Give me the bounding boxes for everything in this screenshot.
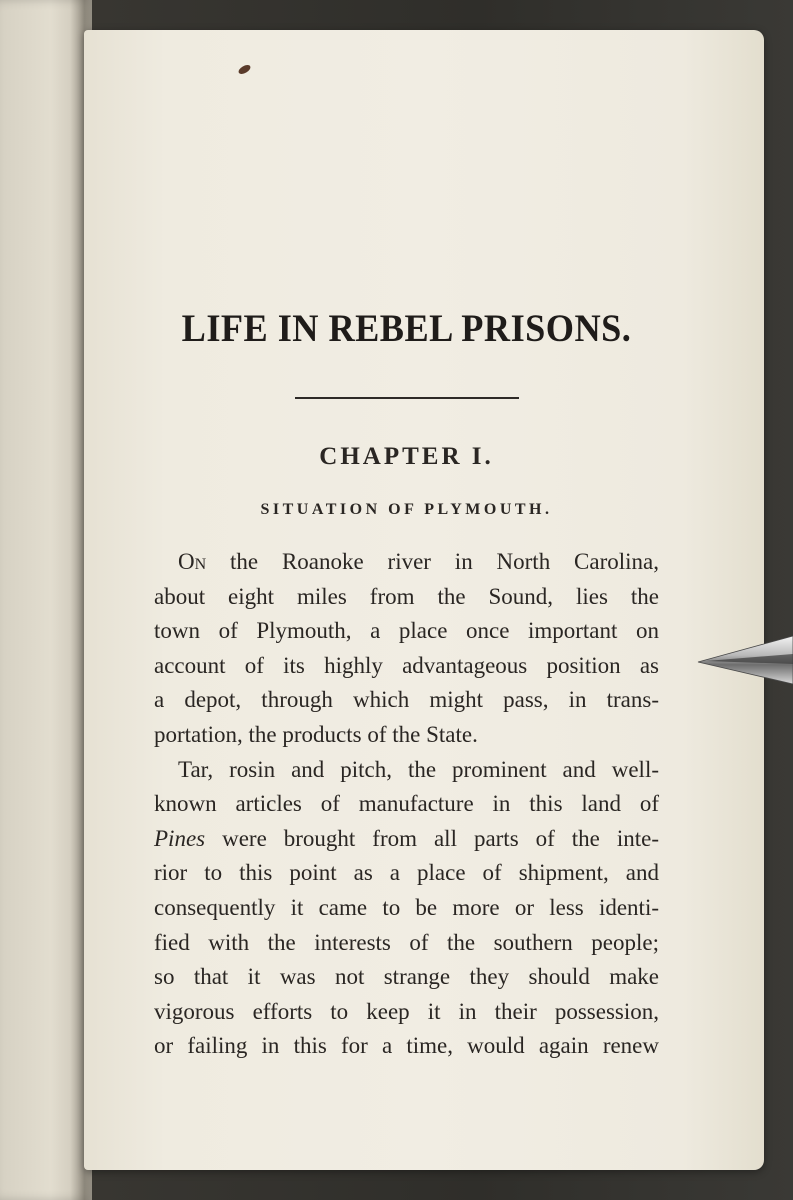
text-line: so that it was not strange they should make [154, 964, 659, 990]
body-text [154, 545, 659, 1064]
title-rule [295, 397, 519, 399]
pen-tip-icon [696, 634, 793, 686]
text-line: or failing in this for a time, would again renew [154, 1033, 659, 1059]
ink-stain-mark [237, 63, 252, 76]
text-line: a depot, through which might pass, in trans- [154, 687, 659, 713]
text-line: town of Plymouth, a place once important on [154, 618, 659, 644]
text-line: Tar, rosin and pitch, the prominent and well- [178, 756, 659, 782]
text-line: known articles of manufacture in this land of [154, 791, 659, 817]
text-line: vigorous efforts to keep it in their possession, [154, 998, 659, 1024]
text-line: rior to this point as a place of shipment, and [154, 860, 659, 886]
text-line: about eight miles from the Sound, lies the [154, 583, 659, 609]
text-line [154, 545, 659, 580]
text-line: fied with the interests of the southern people; [154, 929, 659, 955]
text-line [154, 822, 659, 857]
text-line-content: were brought from all parts of the inte- [205, 825, 659, 851]
text-line-content: the Roanoke river in North Carolina, [206, 549, 659, 574]
page-content [154, 306, 659, 1064]
text-line: account of its highly advantageous position as [154, 652, 659, 678]
book-title: LIFE IN REBEL PRISONS. [181, 307, 632, 350]
book-page [84, 30, 764, 1170]
chapter-heading: CHAPTER I. [319, 443, 494, 470]
italic-word: Pines [154, 825, 206, 851]
text-line: portation, the products of the State. [154, 721, 478, 747]
text-line: consequently it came to be more or less identi- [154, 894, 659, 920]
section-heading: SITUATION OF PLYMOUTH. [260, 501, 553, 518]
opening-word: On [178, 549, 207, 574]
